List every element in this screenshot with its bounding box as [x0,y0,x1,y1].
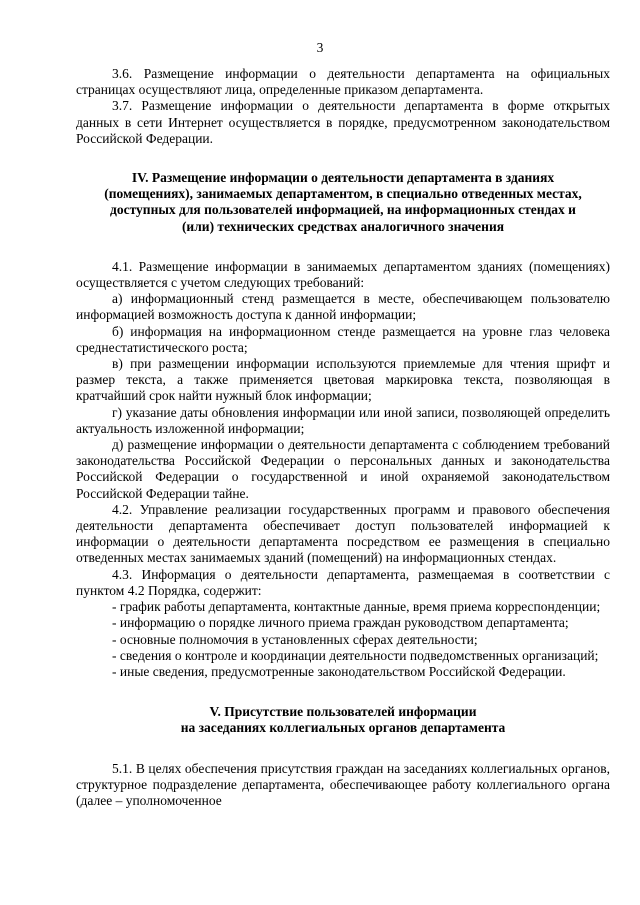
section-4-heading [76,170,610,235]
content-list-item: - основные полномочия в установленных сферах деятельности; [112,631,478,647]
paragraph-5-1: 5.1. В целях обеспечения присутствия граждан на заседаниях коллегиальных органов, структурное подразделение департамента, обеспечивающее работу коллегиального органа (далее – уполномоченное [76,760,610,808]
section-5-heading-line: на заседаниях коллегиальных органов департамента [180,720,506,736]
content-list-item: - график работы департамента, контактные данные, время приема корреспонденции; [112,599,601,615]
document-body [76,66,610,809]
requirement-item-b: б) информация на информационном стенде размещается на уровне глаз человека среднестатистического роста; [76,323,610,355]
requirement-item-g: г) указание даты обновления информации или иной записи, позволяющей определить актуальность изложенной информации; [76,404,610,436]
paragraph-3-7: 3.7. Размещение информации о деятельности департамента в форме открытых данных в сети Интернет осуществляется в порядке, предусмотренном законодательством Российской Федерации. [76,98,610,146]
section-4-heading-line: IV. Размещение информации о деятельности департамента в зданиях [131,170,555,186]
paragraph-4-1: 4.1. Размещение информации в занимаемых департаментом зданиях (помещениях) осуществляется с учетом следующих требований: [76,258,610,291]
requirement-item-a: а) информационный стенд размещается в месте, обеспечивающем пользователю информацией возможность доступа к данной информации; [76,291,610,323]
content-list-item: - информацию о порядке личного приема граждан руководством департамента; [112,615,569,631]
paragraph-4-2: 4.2. Управление реализации государственных программ и правового обеспечения деятельности департамента обеспечивает доступ пользователей информацией к информации о деятельности департамента посредством ее размещения в специально отведенных местах занимаемых зданий (помещений) на информационных стендах. [76,501,610,566]
paragraph-4-3: 4.3. Информация о деятельности департамента, размещаемая в соответствии с пунктом 4.2 Порядка, содержит: [76,566,610,598]
requirement-item-v: в) при размещении информации используются приемлемые для чтения шрифт и размер текста, а также применяется цветовая маркировка текста, позволяющая в кратчайший срок найти нужный блок информации; [76,356,610,404]
content-list-item: - сведения о контроле и координации деятельности подведомственных организаций; [112,647,599,663]
page-number: 3 [316,40,324,55]
content-list-item: - иные сведения, предусмотренные законодательством Российской Федерации. [112,663,566,679]
section-4-heading-line: доступных для пользователей информацией, на информационных стендах и [110,202,576,218]
section-5-heading-line: V. Присутствие пользователей информации [209,704,477,720]
section-5-heading [76,704,610,736]
section-4-heading-line: (или) технических средствах аналогичного значения [181,218,505,234]
requirement-item-d: д) размещение информации о деятельности департамента с соблюдением требований законодательства Российской Федерации о персональных данных и законодательства Российской Федерации о государственной и иной охраняемой законодательством Российской Федерации тайне. [76,437,610,501]
section-4-heading-line: (помещениях), занимаемых департаментом, в специально отведенных местах, [104,186,582,202]
paragraph-3-6: 3.6. Размещение информации о деятельности департамента на официальных страницах осуществляют лица, определенные приказом департамента. [76,66,610,98]
